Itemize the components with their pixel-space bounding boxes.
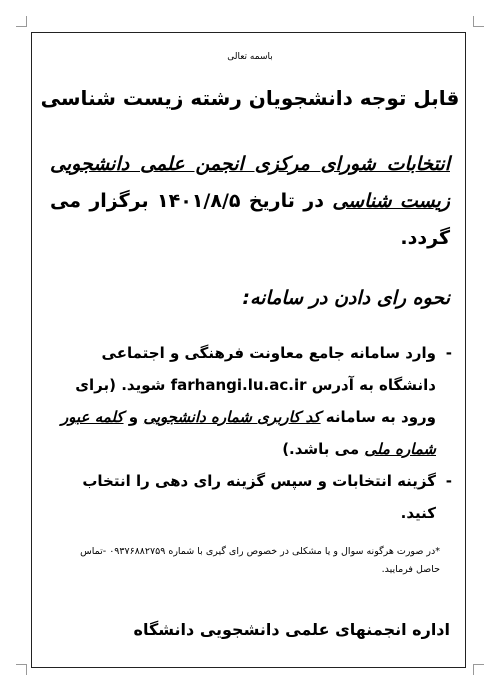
password-label: کلمه عبور شماره ملی <box>61 408 436 458</box>
voting-steps <box>50 337 452 529</box>
portal-address: farhangi.lu.ac.ir <box>170 376 307 394</box>
election-announcement <box>50 146 450 257</box>
issuing-office: اداره انجمنهای علمی دانشجویی دانشگاه <box>133 620 450 639</box>
step-text: و <box>123 408 144 426</box>
step-text: شوید. (برای ورود به سامانه <box>75 376 436 426</box>
step-text: می باشد.) <box>282 440 365 458</box>
voting-method-title: نحوه رای دادن در سامانه: <box>242 287 450 309</box>
notice-heading: قابل توجه دانشجویان رشته زیست شناسی <box>40 86 460 110</box>
step-text: وارد سامانه جامع معاونت فرهنگی و اجتماعی دانشگاه به آدرس <box>101 344 436 394</box>
basmala: باسمه تعالی <box>227 52 273 62</box>
page-corner-mark <box>473 664 484 675</box>
list-item <box>50 465 452 529</box>
contact-note: *در صورت هرگونه سوال و یا مشکلی در خصوص رای گیری با شماره ۰۹۳۷۶۸۸۲۷۵۹ -تماس حاصل فرمایید. <box>80 546 440 575</box>
username-label: کد کاربری شماره دانشجویی <box>143 408 321 426</box>
election-date-text: در تاریخ ۱۴۰۱/۸/۵ برگزار می گردد. <box>50 190 450 249</box>
list-bullet: - <box>445 344 452 362</box>
step-text: گزینه انتخابات و سپس گزینه رای دهی را انتخاب کنید. <box>82 472 436 522</box>
page-corner-mark <box>16 664 27 675</box>
list-bullet: - <box>445 472 452 490</box>
list-item <box>50 337 452 465</box>
page-corner-mark <box>16 16 27 27</box>
page-corner-mark <box>473 16 484 27</box>
election-name: انتخابات شورای مرکزی انجمن علمی دانشجویی زیست شناسی <box>50 153 450 212</box>
